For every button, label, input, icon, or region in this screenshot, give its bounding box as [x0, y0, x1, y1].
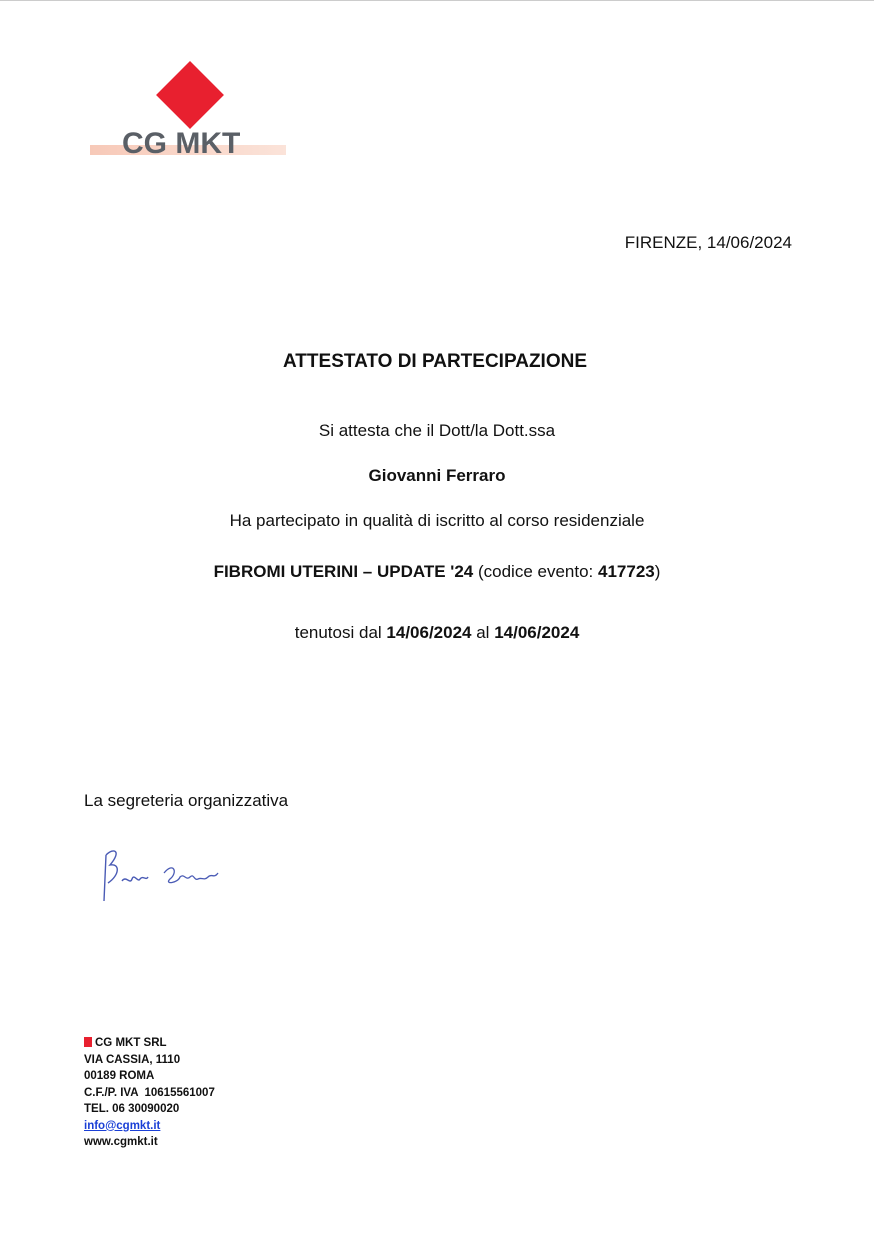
- company-footer: [84, 1035, 215, 1151]
- company-logo: [88, 63, 288, 163]
- signature-label: La segreteria organizzativa: [84, 791, 289, 810]
- attest-line: Si attesta che il Dott/la Dott.ssa: [318, 421, 556, 440]
- course-line: [0, 562, 874, 582]
- participant-name: Giovanni Ferraro: [368, 466, 506, 485]
- footer-website: www.cgmkt.it: [84, 1136, 158, 1148]
- footer-company: CG MKT SRL: [95, 1037, 167, 1049]
- period-mid: al: [471, 623, 495, 642]
- period-prefix: tenutosi dal: [294, 623, 387, 642]
- logo-diamond: [156, 61, 224, 129]
- participation-line: Ha partecipato in qualità di iscritto al corso residenziale: [229, 511, 645, 530]
- footer-vat: C.F./P. IVA 10615561007: [84, 1086, 215, 1099]
- period-line: [0, 623, 874, 643]
- date-to: 14/06/2024: [494, 623, 580, 642]
- certificate-title: ATTESTATO DI PARTECIPAZIONE: [283, 351, 587, 372]
- logo-text: CG MKT: [122, 127, 241, 160]
- event-code: 417723: [598, 562, 655, 581]
- handwritten-signature: [98, 843, 248, 908]
- footer-email-link[interactable]: info@cgmkt.it: [84, 1119, 161, 1132]
- footer-address: VIA CASSIA, 1110: [84, 1053, 181, 1066]
- footer-city: 00189 ROMA: [84, 1070, 155, 1082]
- place-date: FIRENZE, 14/06/2024: [624, 233, 792, 252]
- course-name: FIBROMI UTERINI – UPDATE '24: [213, 562, 474, 581]
- code-prefix: (codice evento:: [473, 562, 599, 581]
- date-from: 14/06/2024: [386, 623, 472, 642]
- company-logo-icon: [84, 1037, 92, 1047]
- code-suffix: ): [654, 562, 661, 581]
- footer-phone: TEL. 06 30090020: [84, 1103, 180, 1115]
